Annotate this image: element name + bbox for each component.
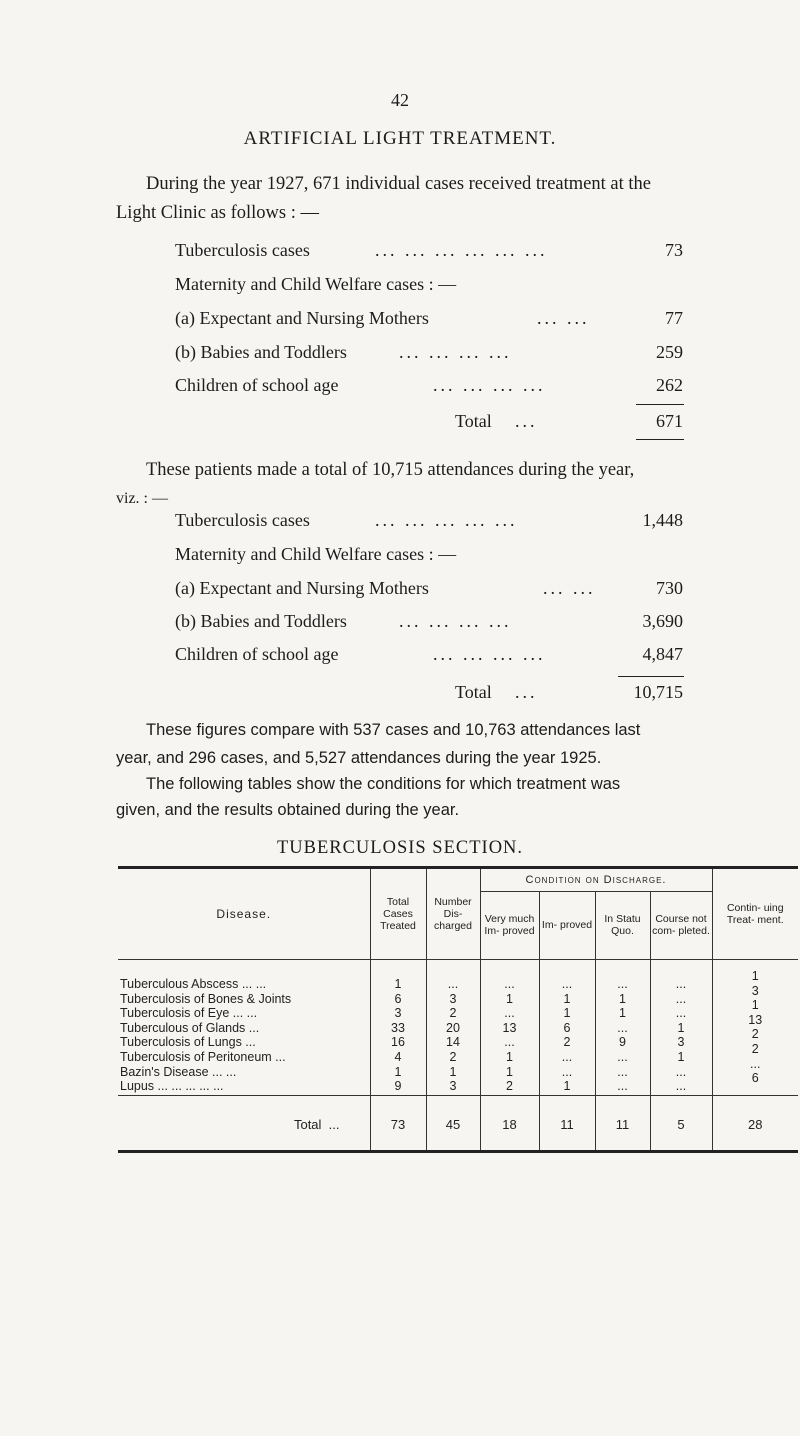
att-row-babies: (b) Babies and Toddlers ... ... ... ... 3,690 [175,611,683,631]
att-babies-value: 3,690 [642,611,683,631]
cases-row-tb: Tuberculosis cases ... ... ... ... ... ... 73 [175,240,683,260]
cases-total-rule [636,439,684,440]
cases-list [175,240,683,440]
cases-school-value: 262 [656,375,683,395]
table-row: Tuberculosis of Peritoneum ... [120,1049,286,1064]
statu-quo-column: ... 1 1 ... 9 ... ... ... [595,963,650,1095]
cases-total-row: Total ... 671 [455,411,683,431]
att-expectant-label: (a) Expectant and Nursing Mothers [175,578,429,598]
cases-tb-label: Tuberculosis cases [175,240,310,260]
att-expectant-value: 730 [656,578,683,598]
table-row: Tuberculosis of Eye ... ... [120,1006,258,1021]
discharged-column: ... 3 2 20 14 2 1 3 [426,963,480,1095]
att-tb-value: 1,448 [642,510,683,530]
header-disease: Disease. [216,906,272,921]
att-total-row: Total ... 10,715 [455,682,683,702]
table-bottom-rule [118,1150,798,1153]
header-total-cases: Total Cases Treated [370,869,426,959]
continuing-column: 1 3 1 13 2 2 ... 6 [712,963,798,1095]
att-total-label: Total [455,682,492,702]
table-total-row: Total ... 73 45 18 11 11 5 28 [118,1095,798,1153]
table-row: Bazin's Disease ... ... [120,1064,237,1079]
attend-intro-line-1: These patients made a total of 10,715 attendances during the year, [146,460,635,480]
att-row-tb: Tuberculosis cases ... ... ... ... ... 1,448 [175,510,683,530]
table-row: Tuberculosis of Lungs ... [120,1035,256,1050]
cases-expectant-label: (a) Expectant and Nursing Mothers [175,308,429,328]
cases-babies-label: (b) Babies and Toddlers [175,342,347,362]
header-course-not: Course not com- pleted. [650,891,712,959]
cases-row-school: Children of school age ... ... ... ... 262 [175,375,683,395]
very-much-column: ... 1 ... 13 ... 1 1 2 [480,963,539,1095]
cases-subtotal-rule [636,404,684,405]
total-row-label: Total ... [118,1095,370,1153]
cases-tb-value: 73 [665,240,683,260]
compare-line-2: year, and 296 cases, and 5,527 attendances during the year 1925. [116,749,602,767]
cases-row-expectant: (a) Expectant and Nursing Mothers ... ... 77 [175,308,683,328]
section-title: TUBERCULOSIS SECTION. [276,838,524,858]
course-not-column: ... ... ... 1 3 1 ... ... [650,963,712,1095]
disease-column [118,963,370,1095]
attendances-list [175,510,683,710]
att-subtotal-rule [618,676,684,677]
att-school-label: Children of school age [175,644,339,664]
header-improved: Im- proved [539,891,595,959]
page-number: 42 [391,90,409,110]
following-line-1: The following tables show the conditions for which treatment was [146,775,621,793]
header-very-much: Very much Im- proved [480,891,539,959]
table-row: Tuberculous of Glands ... [120,1020,260,1035]
cases-total-value: 671 [656,411,683,431]
table-row: Lupus ... ... ... ... ... [120,1079,224,1094]
att-school-value: 4,847 [642,644,683,664]
att-row-expectant: (a) Expectant and Nursing Mothers ... ... 730 [175,578,683,598]
attend-intro-line-2: viz. : — [116,490,168,507]
compare-line-1: These figures compare with 537 cases and 10,763 attendances last [146,721,641,739]
cases-expectant-value: 77 [665,308,683,328]
total-cases-column: 1 6 3 33 16 4 1 9 [370,963,426,1095]
att-tb-label: Tuberculosis cases [175,510,310,530]
table-row: Tuberculous Abscess ... ... [120,977,267,991]
cases-mcw-label: Maternity and Child Welfare cases : — [175,274,457,294]
cases-row-babies: (b) Babies and Toddlers ... ... ... ... 259 [175,342,683,362]
cases-school-label: Children of school age [175,375,339,395]
tuberculosis-table [118,869,798,1153]
header-continuing: Contin- uing Treat- ment. [712,869,798,959]
improved-column: ... 1 1 6 2 ... ... 1 [539,963,595,1095]
att-babies-label: (b) Babies and Toddlers [175,611,347,631]
att-mcw-label: Maternity and Child Welfare cases : — [175,544,457,564]
header-statu-quo: In Statu Quo. [595,891,650,959]
table-row: Tuberculosis of Bones & Joints [120,991,292,1006]
header-condition-group: Condition on Discharge. [480,869,712,891]
header-discharged: Number Dis- charged [426,869,480,959]
att-total-value: 10,715 [633,682,683,702]
cases-babies-value: 259 [656,342,683,362]
cases-total-label: Total [455,411,492,431]
att-row-school: Children of school age ... ... ... ... 4,847 [175,644,683,664]
page-title: ARTIFICIAL LIGHT TREATMENT. [243,128,557,149]
following-line-2: given, and the results obtained during the year. [116,801,460,819]
intro-line-2: Light Clinic as follows : — [116,203,319,223]
intro-line-1: During the year 1927, 671 individual cases received treatment at the [146,174,651,194]
